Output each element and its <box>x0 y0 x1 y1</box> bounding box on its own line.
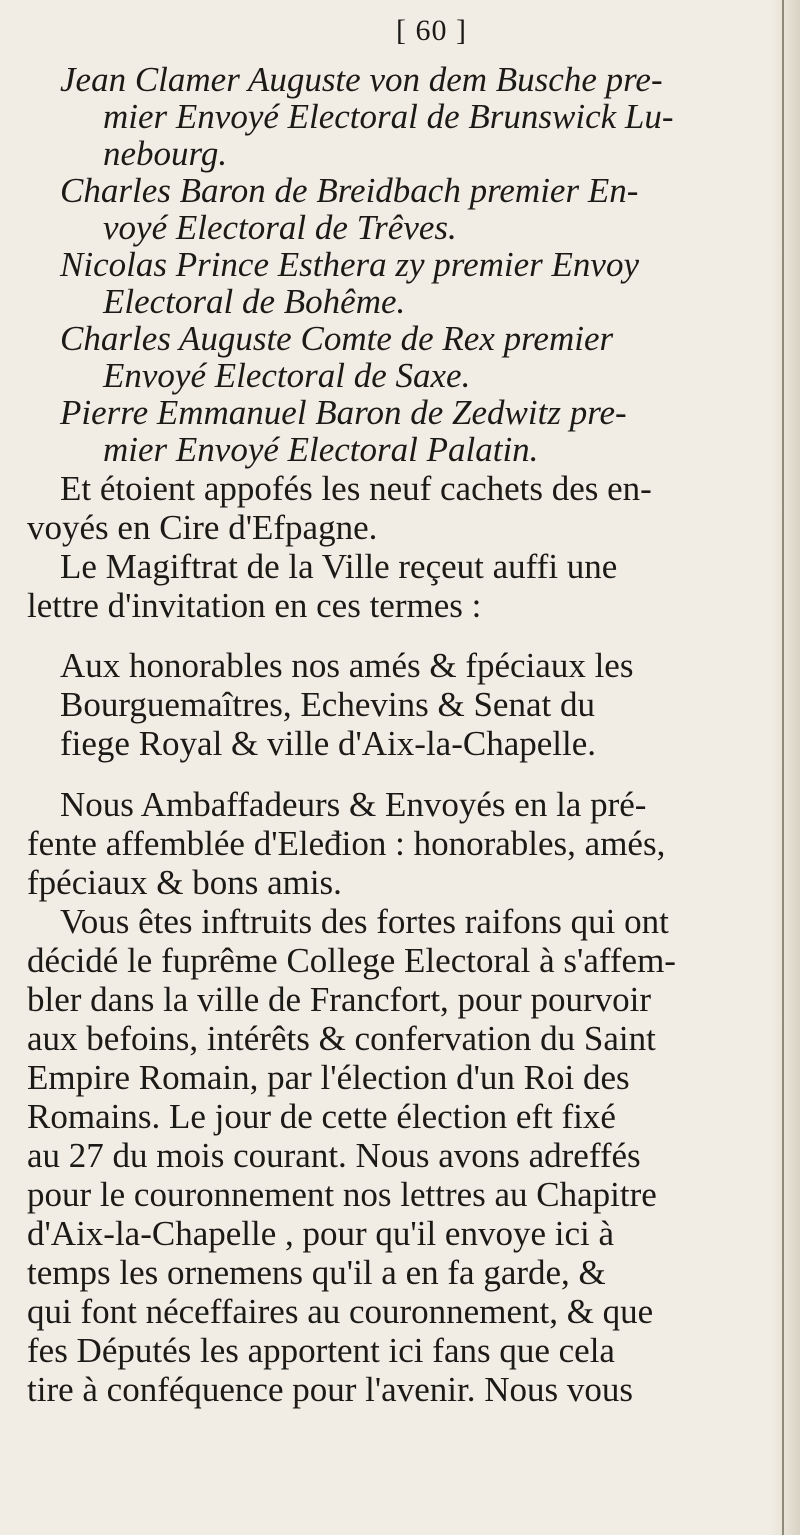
text-line: au 27 du mois courant. Nous avons adreffés <box>27 1136 641 1175</box>
text-line: nebourg. <box>103 134 228 173</box>
text-line: Pierre Emmanuel Baron de Zedwitz pre- <box>60 393 627 432</box>
text-line: mier Envoyé Electoral de Brunswick Lu- <box>103 97 674 136</box>
text-line: fpéciaux & bons amis. <box>27 863 342 902</box>
text-line: fiege Royal & ville d'Aix-la-Chapelle. <box>60 724 597 763</box>
text-line: aux befoins, intérêts & confervation du Saint <box>27 1019 656 1058</box>
text-line: Nous Ambaffadeurs & Envoyés en la pré- <box>60 785 647 824</box>
text-line: Empire Romain, par l'élection d'un Roi des <box>27 1058 630 1097</box>
page-edge-shadow <box>770 0 800 1535</box>
text-line: mier Envoyé Electoral Palatin. <box>103 430 539 469</box>
text-line: Electoral de Bohême. <box>103 282 406 321</box>
text-line: Aux honorables nos amés & fpéciaux les <box>60 646 634 685</box>
text-line: Le Magiftrat de la Ville reçeut auffi une <box>60 547 618 586</box>
text-line: d'Aix-la-Chapelle , pour qu'il envoye ici à <box>27 1214 615 1253</box>
text-line: fes Députés les apportent ici fans que cela <box>27 1331 615 1370</box>
page-edge-line <box>782 0 784 1535</box>
text-line: voyé Electoral de Trêves. <box>103 208 457 247</box>
text-line: Jean Clamer Auguste von dem Busche pre- <box>60 60 663 99</box>
text-line: pour le couronnement nos lettres au Chapitre <box>27 1175 657 1214</box>
text-line: temps les ornemens qu'il a en fa garde, & <box>27 1253 606 1292</box>
text-line: Charles Baron de Breidbach premier En- <box>60 171 639 210</box>
text-line: Charles Auguste Comte de Rex premier <box>60 319 614 358</box>
text-line: bler dans la ville de Francfort, pour pourvoir <box>27 980 651 1019</box>
page-number: [ 60 ] <box>396 14 467 47</box>
text-line: lettre d'invitation en ces termes : <box>27 586 482 625</box>
text-line: fente affemblée d'Eleđion : honorables, amés, <box>27 824 666 863</box>
text-line: Vous êtes inftruits des fortes raifons qui ont <box>60 902 669 941</box>
text-line: Bourguemaîtres, Echevins & Senat du <box>60 685 595 724</box>
text-line: Envoyé Electoral de Saxe. <box>103 356 471 395</box>
text-line: qui font néceffaires au couronnement, & que <box>27 1292 654 1331</box>
text-line: Et étoient appofés les neuf cachets des en- <box>60 469 652 508</box>
text-line: décidé le fuprême College Electoral à s'affem- <box>27 941 676 980</box>
text-line: tire à conféquence pour l'avenir. Nous vous <box>27 1370 633 1409</box>
text-line: Nicolas Prince Esthera zy premier Envoy <box>60 245 639 284</box>
text-line: voyés en Cire d'Efpagne. <box>27 508 378 547</box>
text-line: Romains. Le jour de cette élection eft fixé <box>27 1097 616 1136</box>
